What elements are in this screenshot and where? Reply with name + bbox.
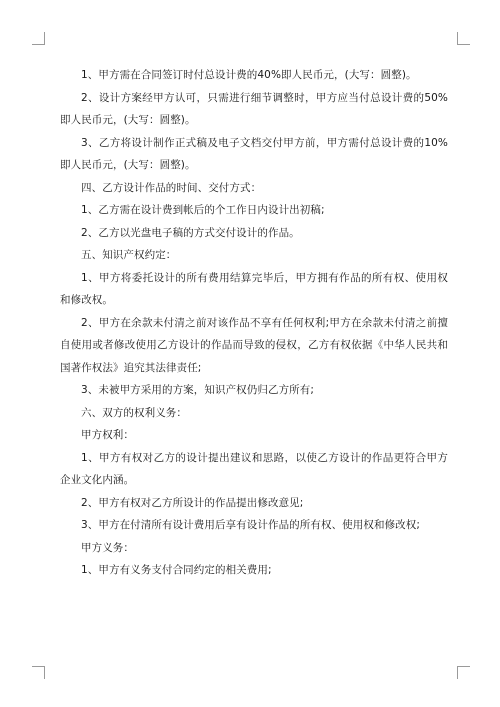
- subheading-party-a-rights: 甲方权利：: [81, 429, 134, 441]
- document-body: [60, 64, 448, 582]
- section-heading-delivery: 四、乙方设计作品的时间、交付方式：: [81, 181, 262, 194]
- page-corner-mark-bottom-right: [457, 666, 470, 679]
- page-corner-mark-bottom-left: [32, 666, 45, 679]
- page-corner-mark-top-right: [457, 32, 470, 45]
- paragraph-payment-1: 1、甲方需在合同签订时付总设计费的40%即人民币元，(大写：圆整)。: [81, 69, 417, 81]
- paragraph-rights-3: 3、甲方在付清所有设计费用后享有设计作品的所有权、使用权和修改权;: [81, 519, 421, 531]
- paragraph-obligations-1: 1、甲方有义务支付合同约定的相关费用;: [81, 564, 272, 576]
- paragraph-ip-3: 3、未被甲方采用的方案，知识产权仍归乙方所有;: [81, 384, 315, 396]
- paragraph-ip-1: 1、甲方将委托设计的所有费用结算完毕后，甲方拥有作品的所有权、使用权和修改权。: [60, 271, 448, 306]
- section-heading-ip: 五、知识产权约定：: [81, 249, 177, 261]
- section-heading-rights: 六、双方的权利义务：: [81, 406, 187, 419]
- paragraph-delivery-2: 2、乙方以光盘电子稿的方式交付设计的作品。: [81, 226, 300, 239]
- page-corner-mark-top-left: [32, 32, 45, 45]
- paragraph-payment-3: 3、乙方将设计制作正式稿及电子文档交付甲方前，甲方需付总设计费的10%即人民币元，(大写：圆整)。: [60, 136, 448, 171]
- paragraph-rights-2: 2、甲方有权对乙方所设计的作品提出修改意见;: [81, 496, 304, 509]
- paragraph-delivery-1: 1、乙方需在设计费到帐后的个工作日内设计出初稿;: [81, 204, 325, 216]
- subheading-party-a-obligations: 甲方义务：: [81, 541, 134, 554]
- paragraph-payment-2: 2、设计方案经甲方认可，只需进行细节调整时，甲方应当付总设计费的50%即人民币元，(大写：圆整)。: [60, 91, 448, 126]
- paragraph-rights-1: 1、甲方有权对乙方的设计提出建议和思路，以使乙方设计的作品更符合甲方企业文化内涵。: [60, 451, 448, 486]
- paragraph-ip-2: 2、甲方在余款未付清之前对该作品不享有任何权利;甲方在余款未付清之前擅自使用或者修改使用乙方设计的作品而导致的侵权，乙方有权依据《中华人民共和国著作权法》追究其法律责任;: [60, 316, 448, 374]
